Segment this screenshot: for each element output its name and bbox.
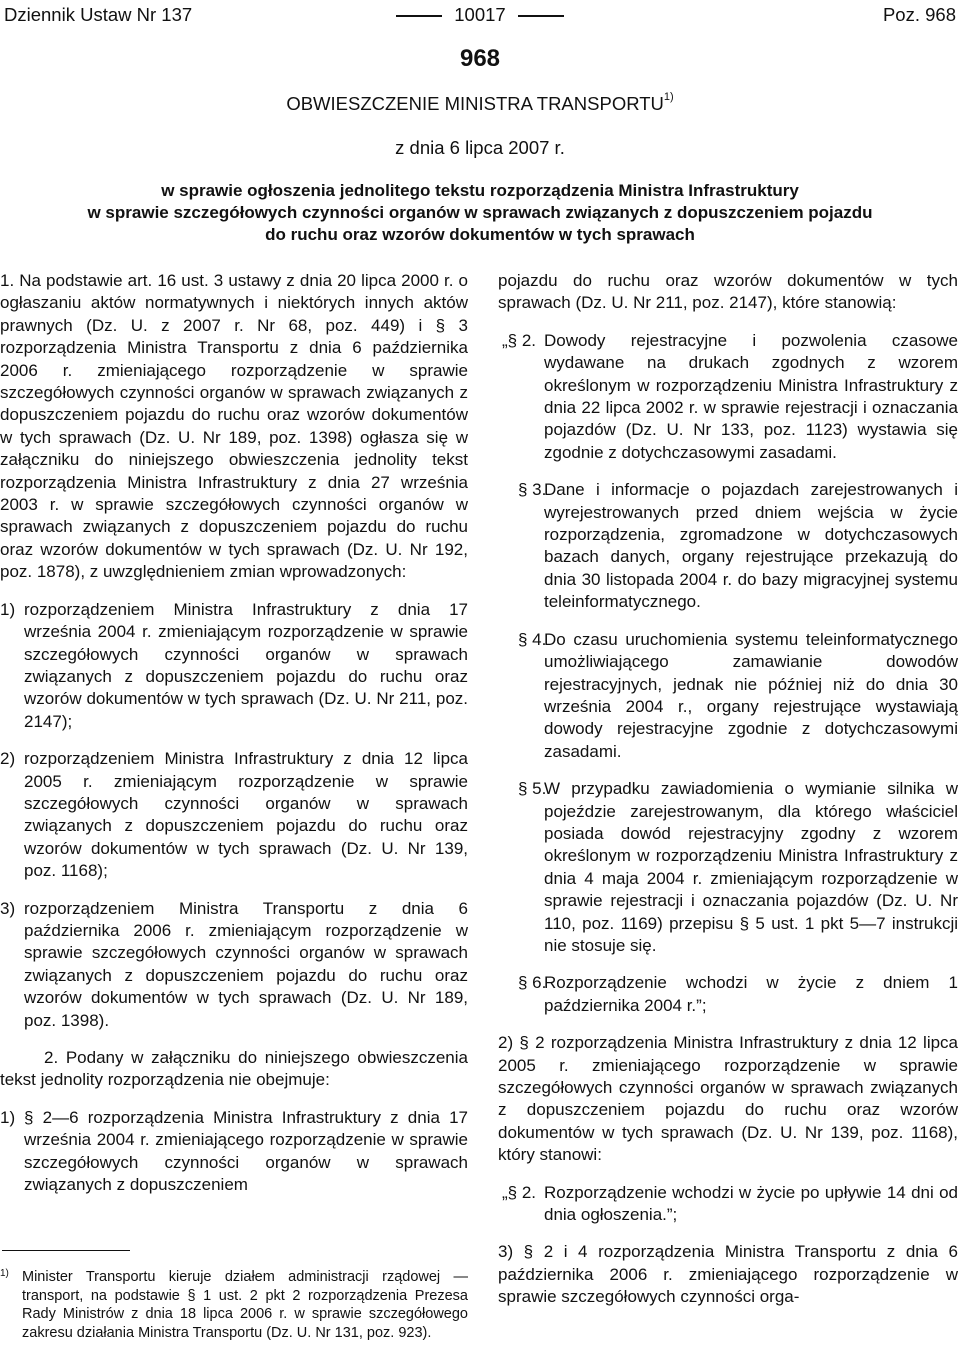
- page-number: 10017: [454, 4, 506, 25]
- section-text: Dane i informacje o pojazdach zarejestrowanych i wyrejestrowanych przed dniem wejścia w życie rozporządzenia, zgromadzone w dotychczasowych bazach danych, organy rejestrujące przekazują do dnia 30 listopada 2004 r. do bazy migracyjnej systemu teleinformatycznego.: [544, 480, 958, 612]
- quoted-section: [498, 778, 958, 957]
- section-number: „§ 2.: [502, 330, 537, 350]
- list-item: [0, 1107, 468, 1197]
- list-item-number: 1): [0, 1107, 16, 1127]
- footnote-text: Minister Transportu kieruje działem administracji rządowej — transport, na podstawie § 1 ust. 2 pkt 2 rozporządzenia Prezesa Rady Ministrów z dnia 18 lipca 2006 r. w sprawie szczegółowego zakresu działania Ministra Transportu (Dz. U. Nr 131, poz. 923).: [22, 1269, 468, 1341]
- left-column: [0, 270, 468, 1196]
- quoted-section: [498, 972, 958, 1017]
- section-number: „§ 2.: [502, 1182, 537, 1202]
- subject-line: do ruchu oraz wzorów dokumentów w tych sprawach: [265, 225, 695, 244]
- journal-name: Dziennik Ustaw Nr 137: [4, 4, 193, 25]
- subject-line: w sprawie szczegółowych czynności organów w sprawach związanych z dopuszczeniem pojazdu: [87, 203, 873, 222]
- quoted-section: [498, 330, 958, 464]
- paragraph-1: 1. Na podstawie art. 16 ust. 3 ustawy z dnia 20 lipca 2000 r. o ogłaszaniu aktów normatywnych i niektórych innych aktów prawnych (Dz. U. z 2007 r. Nr 68, poz. 449) i § 3 rozporządzenia Ministra Transportu z dnia 6 października 2006 r. zmieniającego rozporządzenie w sprawie szczegółowych czynności organów w sprawach związanych z dopuszczeniem pojazdu do ruchu oraz wzorów dokumentów w tych sprawach (Dz. U. Nr 189, poz. 1398) ogłasza się w załączniku do niniejszego obwieszczenia jednolity tekst rozporządzenia Ministra Infrastruktury z dnia 27 września 2003 r. w sprawie szczegółowych czynności organów w sprawach związanych z dopuszczeniem pojazdu do ruchu oraz wzorów dokumentów w tych sprawach (Dz. U. Nr 192, poz. 1878), z uwzględnieniem zmian wprowadzonych:: [0, 271, 468, 582]
- item-number: 968: [459, 45, 501, 72]
- position-number: Poz. 968: [882, 4, 956, 25]
- right-column: [498, 270, 958, 1309]
- list-item-number: 2): [0, 749, 16, 769]
- paragraph-2: 2. Podany w załączniku do niniejszego obwieszczenia tekst jednolity rozporządzenia nie obejmuje:: [0, 1048, 468, 1090]
- section-number: § 5.: [518, 779, 547, 799]
- section-number: § 4.: [518, 629, 547, 649]
- act-title: [0, 90, 960, 115]
- section-text: W przypadku zawiadomienia o wymianie silnika w pojeździe zarejestrowanym, dla którego właściciel posiada dowód rejestracyjny zgodny z wzorem określonym w rozporządzeniu Ministra Infrastruktury z dnia 4 maja 2004 r. zmieniającym rozporządzenie w sprawie rejestracji i oznaczania pojazdów (Dz. U. Nr 110, poz. 1169) przepisu § 5 ust. 1 pkt 5—7 instrukcji nie stosuje się.: [544, 779, 958, 955]
- list-item-text: rozporządzeniem Ministra Infrastruktury z dnia 12 lipca 2005 r. zmieniającym rozporządzenie w sprawie szczegółowych czynności organów w sprawach związanych z dopuszczeniem pojazdu do ruchu oraz wzorów dokumentów w tych sprawach (Dz. U. Nr 139, poz. 1168);: [24, 749, 468, 881]
- list-item: [0, 599, 468, 733]
- section-text: Rozporządzenie wchodzi w życie z dniem 1 października 2004 r.”;: [544, 973, 958, 1015]
- section-text: Rozporządzenie wchodzi w życie po upływie 14 dni od dnia ogłoszenia.”;: [544, 1182, 958, 1225]
- section-number: § 3.: [518, 480, 547, 500]
- quoted-section: [498, 629, 958, 763]
- footnote-reference: 1): [663, 90, 674, 103]
- quoted-section: [498, 1182, 958, 1227]
- continuation-text: pojazdu do ruchu oraz wzorów dokumentów w tych sprawach (Dz. U. Nr 211, poz. 2147), które stanowią:: [498, 271, 958, 313]
- list-item-text: § 2—6 rozporządzenia Ministra Infrastruktury z dnia 17 września 2004 r. zmieniającego rozporządzenie w sprawie szczegółowych czynności organów w sprawach związanych z dopuszczeniem: [24, 1107, 468, 1195]
- list-item: [0, 898, 468, 1032]
- list-item-text: rozporządzeniem Ministra Transportu z dnia 6 października 2006 r. zmieniającym rozporządzenie w sprawie szczegółowych czynności organów w sprawach związanych z dopuszczeniem pojazdu do ruchu oraz wzorów dokumentów w tych sprawach (Dz. U. Nr 189, poz. 1398).: [24, 898, 468, 1030]
- page-number-block: [4, 4, 956, 26]
- list-item: [0, 748, 468, 882]
- section-text: Do czasu uruchomienia systemu teleinformatycznego umożliwiającego zamawianie dowodów rejestracyjnych, jednak nie później niż do dnia 30 września 2004 r., organy rejestrujące wystawiają dowody rejestracyjne zgodnie z dotychczasowymi zasadami.: [544, 629, 958, 761]
- exclusion-item-3: 3) § 2 i 4 rozporządzenia Ministra Transportu z dnia 6 października 2006 r. zmieniającego rozporządzenie w sprawie szczegółowych czynności orga-: [498, 1242, 958, 1307]
- act-subject: [60, 180, 900, 246]
- footnote: [0, 1268, 468, 1342]
- quoted-section: [498, 479, 958, 613]
- section-text: Dowody rejestracyjne i pozwolenia czasowe wydawane na drukach zgodnych z wzorem określonym w rozporządzeniu Ministra Infrastruktury z dnia 22 lipca 2002 r. w sprawie rejestracji i oznaczania pojazdów (Dz. U. Nr 133, poz. 1123) wystawia się zgodnie z dotychczasowymi zasadami.: [544, 330, 958, 462]
- footnote-rule: [2, 1250, 130, 1251]
- section-number: § 6.: [518, 973, 547, 993]
- page-header: [4, 4, 956, 30]
- dash-decoration: [396, 15, 442, 17]
- act-title-text: OBWIESZCZENIE MINISTRA TRANSPORTU: [286, 93, 664, 114]
- exclusion-item-2: 2) § 2 rozporządzenia Ministra Infrastruktury z dnia 12 lipca 2005 r. zmieniającego rozporządzenie w sprawie szczegółowych czynności organów w sprawach związanych z dopuszczeniem pojazdu do ruchu oraz wzorów dokumentów w tych sprawach (Dz. U. Nr 139, poz. 1168), który stanowi:: [498, 1033, 958, 1165]
- footnote-mark: 1): [0, 1268, 9, 1279]
- act-date: z dnia 6 lipca 2007 r.: [395, 137, 565, 158]
- list-item-number: 1): [0, 599, 16, 619]
- dash-decoration: [518, 15, 564, 17]
- list-item-number: 3): [0, 898, 16, 918]
- subject-line: w sprawie ogłoszenia jednolitego tekstu rozporządzenia Ministra Infrastruktury: [161, 181, 799, 200]
- list-item-text: rozporządzeniem Ministra Infrastruktury z dnia 17 września 2004 r. zmieniającym rozporządzenie w sprawie szczegółowych czynności organów w sprawach związanych z dopuszczeniem pojazdu do ruchu oraz wzorów dokumentów w tych sprawach (Dz. U. Nr 211, poz. 2147);: [24, 599, 468, 731]
